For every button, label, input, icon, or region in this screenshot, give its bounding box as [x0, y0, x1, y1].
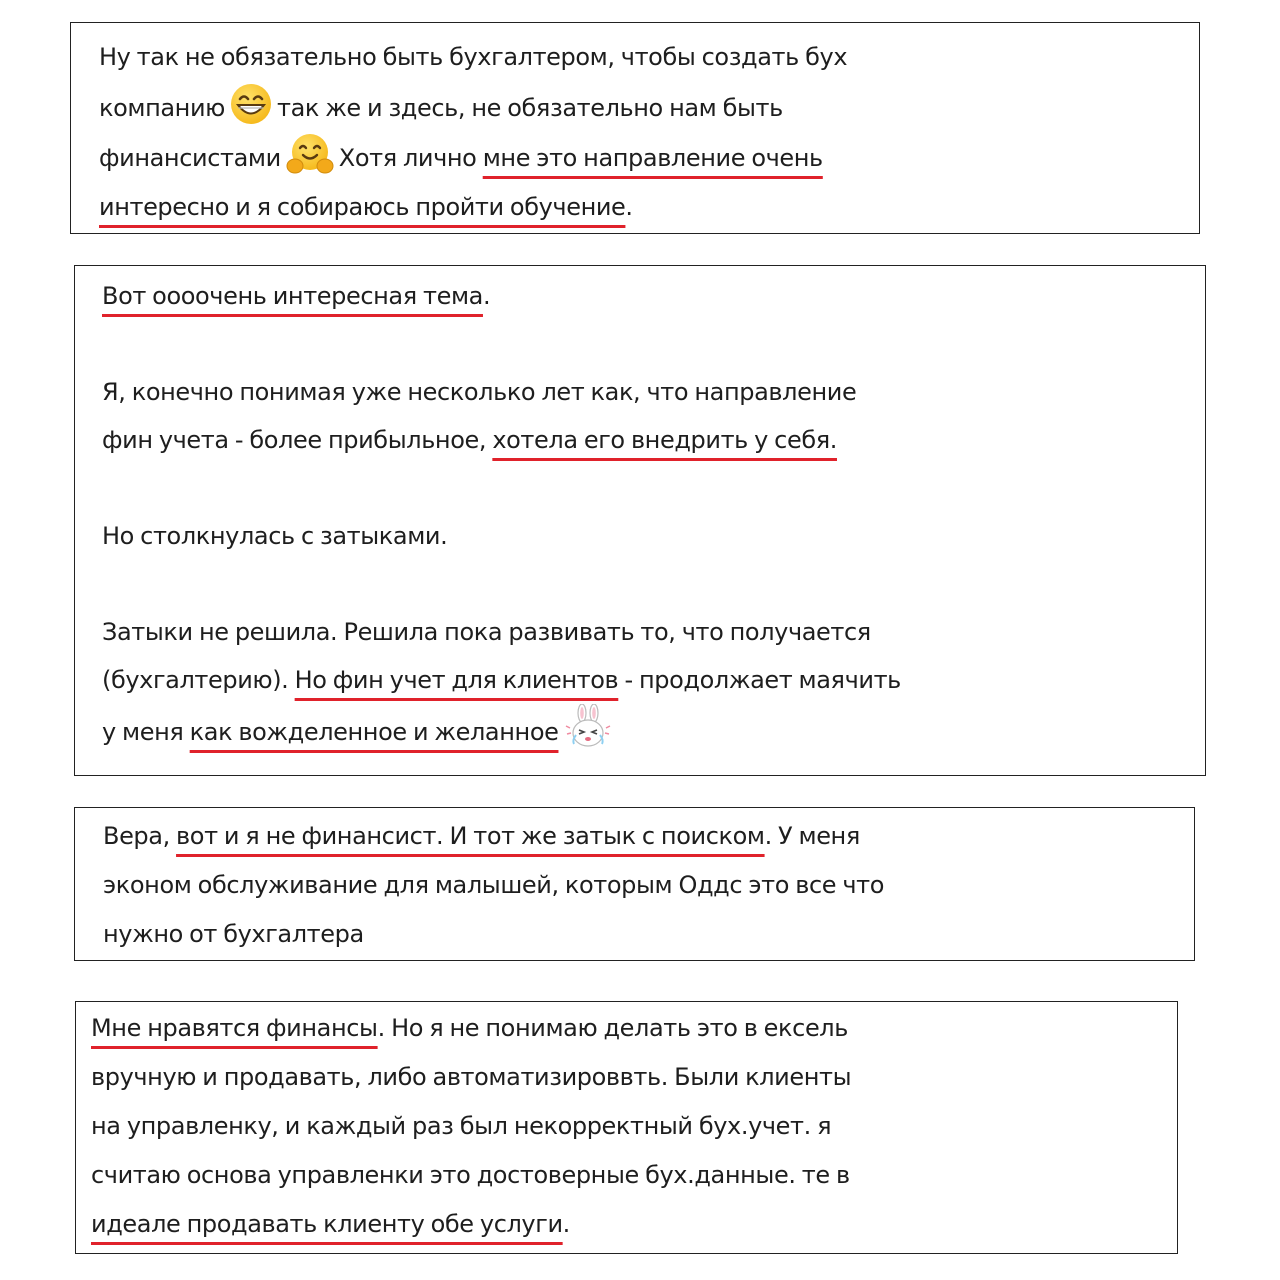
- text-segment: Хотя лично: [338, 144, 477, 172]
- text-segment: - продолжает маячить: [618, 666, 901, 694]
- highlighted-text: идеале продавать клиенту обе услуги: [91, 1210, 563, 1238]
- text-segment: . У меня: [764, 822, 860, 850]
- text-line: [103, 861, 1194, 910]
- highlighted-text: хотела его внедрить у себя.: [492, 426, 837, 454]
- text-line: [91, 1053, 1177, 1102]
- text-segment: Ну так не обязательно быть бухгалтером, чтобы создать бух: [99, 43, 848, 71]
- text-segment: нужно от бухгалтера: [103, 920, 364, 948]
- highlighted-text: мне это направление очень: [482, 144, 823, 172]
- message-block-2: [74, 265, 1206, 776]
- text-segment: так же и здесь, не обязательно нам быть: [276, 94, 783, 122]
- highlighted-text: вот и я не финансист. И тот же затык с поиском: [176, 822, 765, 850]
- text-segment: у меня: [102, 718, 190, 746]
- highlighted-text: Вот оооочень интересная тема: [102, 282, 483, 310]
- text-segment: Затыки не решила. Решила пока развивать то, что получается: [102, 618, 871, 646]
- message-block-4: [75, 1001, 1178, 1254]
- text-segment: . Но я не понимаю делать это в ексель: [377, 1014, 848, 1042]
- text-line: [102, 656, 1205, 704]
- text-line: [99, 82, 1199, 132]
- text-segment: (бухгалтерию).: [102, 666, 289, 694]
- text-line: [91, 1200, 1177, 1249]
- text-segment: считаю основа управленки это достоверные бух.данные. те в: [91, 1161, 850, 1189]
- text-segment: компанию: [99, 94, 225, 122]
- text-line: [102, 416, 1205, 464]
- text-segment: .: [625, 193, 633, 221]
- text-segment: на управленку, и каждый раз был некорректный бух.учет. я: [91, 1112, 832, 1140]
- text-line: [91, 1004, 1177, 1053]
- highlighted-text: Мне нравятся финансы: [91, 1014, 378, 1042]
- text-line: [102, 368, 1205, 416]
- text-line: [91, 1102, 1177, 1151]
- text-line: [99, 32, 1199, 82]
- highlighted-text: Но фин учет для клиентов: [294, 666, 619, 694]
- text-segment: фин учета - более прибыльное,: [102, 426, 487, 454]
- text-segment: эконом обслуживание для малышей, которым Оддс это все что: [103, 871, 885, 899]
- crying-bunny-sticker-icon: [562, 704, 614, 766]
- text-segment: Я, конечно понимая уже несколько лет как, что направление: [102, 378, 857, 406]
- text-segment: вручную и продавать, либо автоматизироввть. Были клиенты: [91, 1063, 852, 1091]
- text-segment: .: [482, 282, 491, 310]
- text-line: [99, 182, 1199, 232]
- text-segment: Но столкнулась с затыками.: [102, 522, 448, 550]
- text-line: [103, 910, 1194, 959]
- text-line: [102, 512, 1205, 560]
- text-line: [91, 1151, 1177, 1200]
- highlighted-text: интересно и я собираюсь пройти обучение: [99, 193, 626, 221]
- message-block-1: [70, 22, 1200, 234]
- message-block-3: [74, 807, 1195, 961]
- text-line: [99, 132, 1199, 182]
- text-line: [102, 704, 1205, 752]
- text-segment: Вера,: [103, 822, 170, 850]
- highlighted-text: как вожделенное и желанное: [189, 718, 559, 746]
- text-line: [102, 272, 1205, 320]
- text-segment: финансистами: [99, 144, 281, 172]
- text-line: [103, 812, 1194, 861]
- text-segment: .: [562, 1210, 570, 1238]
- text-line: [102, 608, 1205, 656]
